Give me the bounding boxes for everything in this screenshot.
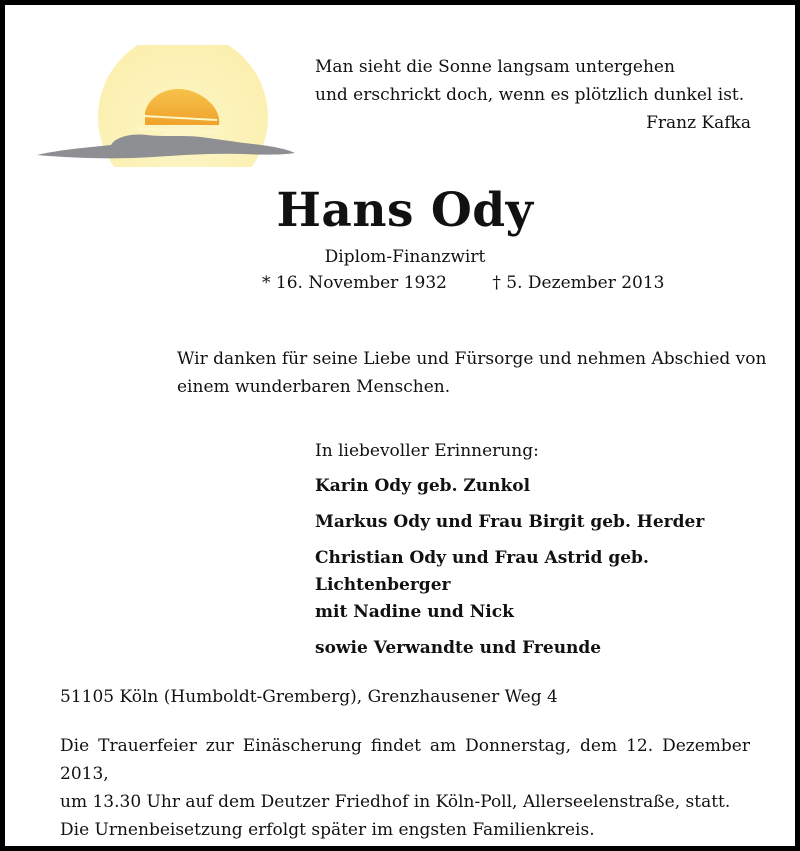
service-line: Die Urnenbeisetzung erfolgt später im engsten Familienkreis. [60,820,595,840]
death-date: † 5. Dezember 2013 [492,273,665,293]
address: 51105 Köln (Humboldt-Gremberg), Grenzhausener Weg 4 [60,687,558,707]
thanks-line: Wir danken für seine Liebe und Fürsorge und nehmen Abschied von [177,349,767,369]
service-line: um 13.30 Uhr auf dem Deutzer Friedhof in Köln-Poll, Allerseelenstraße, statt. [60,792,731,812]
life-dates [262,273,664,293]
sunset-icon [33,45,298,167]
mourners-intro: In liebevoller Erinnerung: [315,441,539,461]
quote-line: und erschrickt doch, wenn es plötzlich dunkel ist. [315,85,745,105]
birth-date: * 16. November 1932 [262,273,447,293]
mourner-name: Markus Ody und Frau Birgit geb. Herder [315,512,705,532]
quote-block [315,53,751,137]
quote-line: Man sieht die Sonne langsam untergehen [315,57,675,77]
thanks-line: einem wunderbaren Menschen. [177,377,451,397]
mourner-name: Christian Ody und Frau Astrid geb. Lichtenberger [315,548,649,595]
thanks-text [177,345,767,401]
service-line: Die Trauerfeier zur Einäscherung findet am Donnerstag, dem 12. Dezember 2013, [60,736,750,784]
mourner-name: mit Nadine und Nick [315,602,514,622]
deceased-profession: Diplom-Finanzwirt [324,247,486,267]
mourner-name: Karin Ody geb. Zunkol [315,476,531,496]
quote-author: Franz Kafka [646,113,751,133]
mourners-block [315,441,775,671]
deceased-name: Hans Ody [276,183,534,238]
mourner-name: sowie Verwandte und Freunde [315,638,602,658]
service-info [60,732,750,844]
